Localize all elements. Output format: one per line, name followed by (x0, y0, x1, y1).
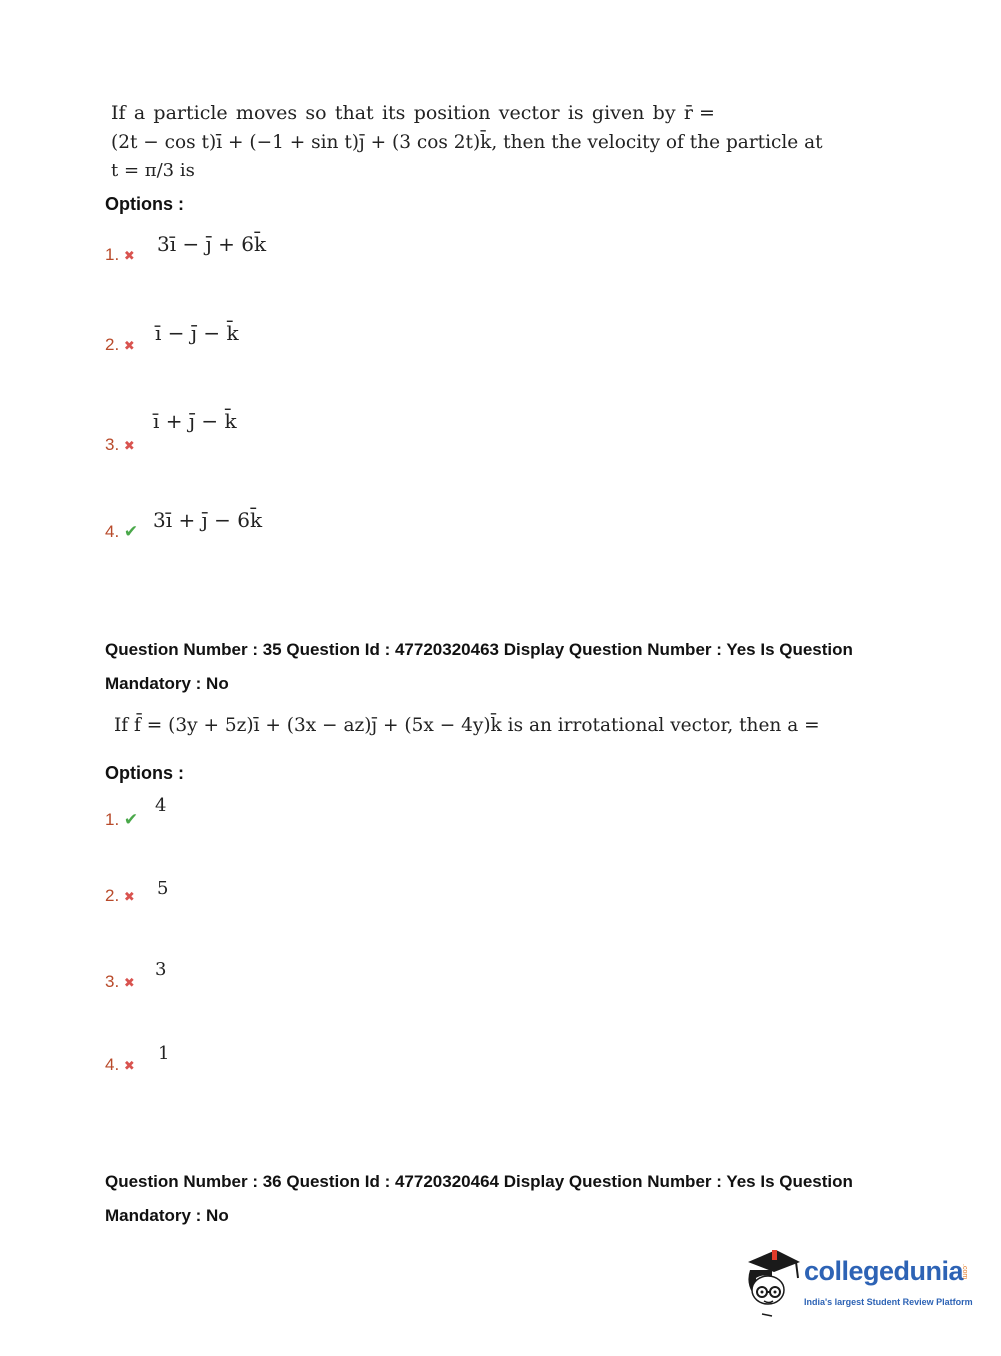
q34-text-line2: (2t − cos t)ī + (−1 + sin t)j̄ + (3 cos 2t)k̄, then the velocity of the particle at (111, 132, 823, 153)
option-number: 2. (105, 335, 120, 354)
q36-meta-line1: Question Number : 36 Question Id : 47720320464 Display Question Number : Yes Is Question (105, 1172, 853, 1191)
q34-word: If (111, 102, 126, 124)
q34-word: particle (153, 102, 228, 124)
option-text: 3ī − j̄ + 6k̄ (157, 232, 267, 256)
q34-word: is (567, 102, 584, 124)
cross-icon: ✖ (123, 248, 135, 263)
q34-word: given (591, 102, 645, 124)
cross-icon: ✖ (123, 1058, 135, 1073)
option-number: 1. (105, 810, 120, 829)
option-number: 3. (105, 972, 120, 991)
option-text: ī + j̄ − k̄ (153, 409, 237, 433)
q34-word: a (133, 102, 146, 124)
option-number: 3. (105, 435, 120, 454)
option-text: 3 (155, 959, 167, 980)
cross-icon: ✖ (123, 438, 135, 453)
check-icon: ✔ (123, 810, 139, 829)
q34-text-line1 (111, 98, 715, 128)
q34-word: its (381, 102, 406, 124)
q36-meta-line2: Mandatory : No (105, 1206, 229, 1225)
q35-options-label: Options : (105, 763, 184, 783)
option-number: 1. (105, 245, 120, 264)
q34-options-label: Options : (105, 194, 184, 214)
q34-word: by (652, 102, 676, 124)
option-text: ī − j̄ − k̄ (155, 321, 239, 345)
q35-meta-line1: Question Number : 35 Question Id : 47720320463 Display Question Number : Yes Is Question (105, 640, 853, 659)
option-number: 4. (105, 1055, 120, 1074)
q34-text-line3: t = π/3 is (111, 160, 195, 181)
logo-dotcom: .com (961, 1264, 968, 1280)
logo-wordmark: collegedunia (804, 1256, 964, 1286)
cross-icon: ✖ (123, 889, 135, 904)
q35-text: If f̄ = (3y + 5z)ī + (3x − az)j̄ + (5x − 4y)k̄ is an irrotational vector, then a = (114, 715, 820, 736)
option-text: 3ī + j̄ − 6k̄ (153, 508, 263, 532)
q34-word: so (305, 102, 327, 124)
logo-tagline: India's largest Student Review Platform (804, 1297, 973, 1307)
option-text: 5 (157, 878, 169, 899)
q34-word: moves (235, 102, 298, 124)
q34-word: vector (498, 102, 560, 124)
option-text: 4 (155, 795, 167, 816)
option-number: 4. (105, 522, 120, 541)
student-mascot-icon (742, 1248, 804, 1318)
collegedunia-logo[interactable] (742, 1248, 972, 1318)
option-text: 1 (158, 1043, 170, 1064)
q34-word: r̄ = (683, 102, 715, 124)
check-icon: ✔ (123, 522, 139, 541)
option-number: 2. (105, 886, 120, 905)
q34-word: position (413, 102, 491, 124)
cross-icon: ✖ (123, 975, 135, 990)
q34-word: that (334, 102, 374, 124)
cross-icon: ✖ (123, 338, 135, 353)
q35-meta-line2: Mandatory : No (105, 674, 229, 693)
